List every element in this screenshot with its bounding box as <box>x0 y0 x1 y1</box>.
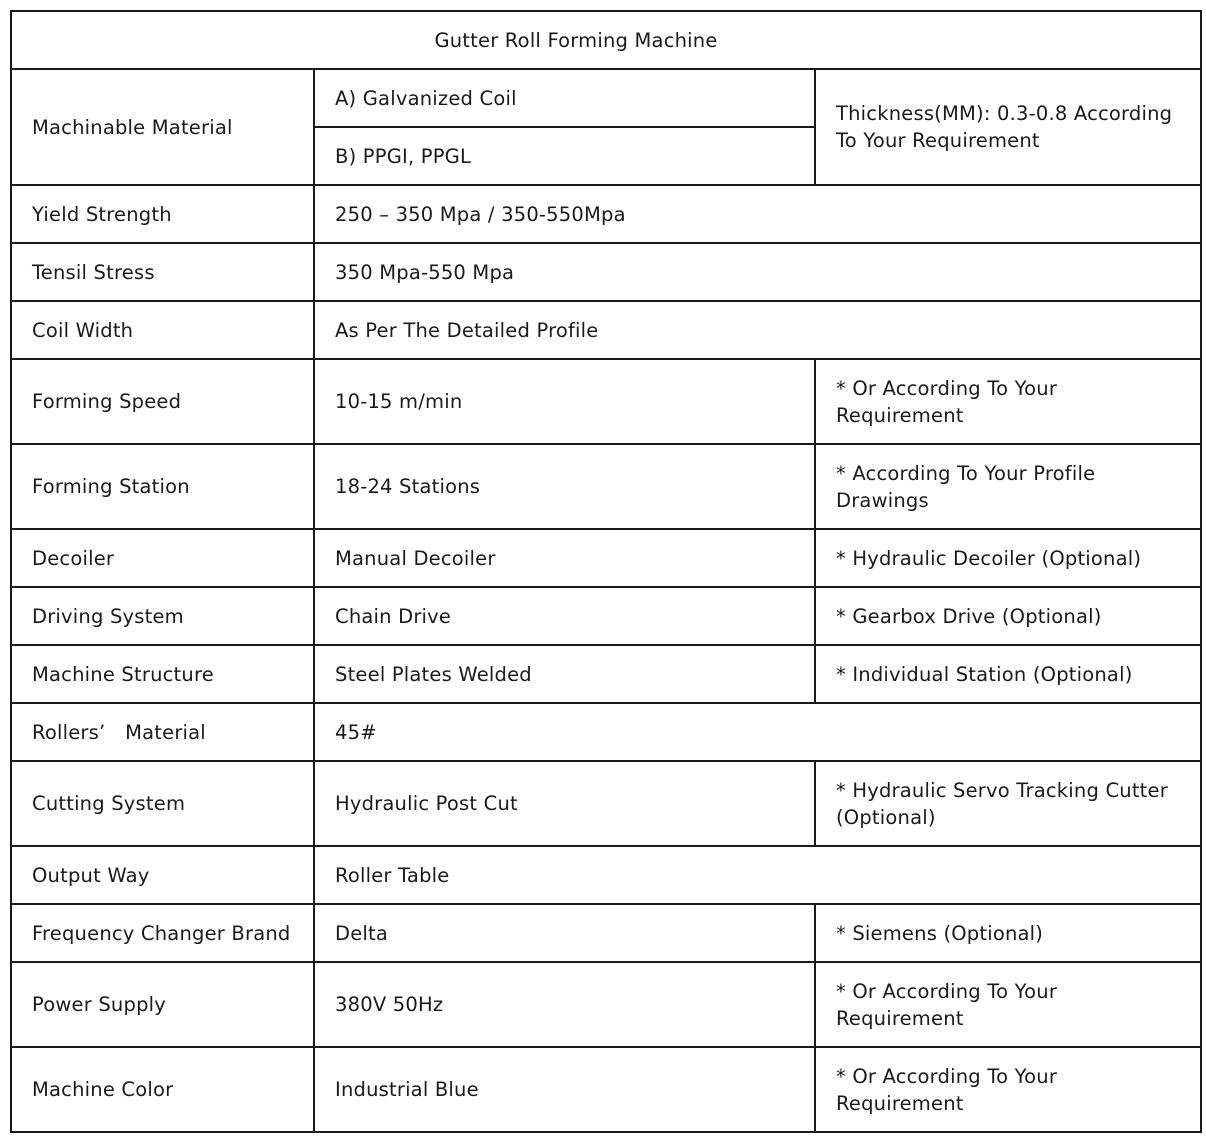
row-value: Industrial Blue <box>314 1047 815 1132</box>
row-label: Machine Structure <box>11 645 314 703</box>
row-label: Tensil Stress <box>11 243 314 301</box>
row-value: 250 – 350 Mpa / 350-550Mpa <box>314 185 1201 243</box>
row-label: Forming Speed <box>11 359 314 444</box>
table-title: Gutter Roll Forming Machine <box>11 11 1201 69</box>
row-label: Cutting System <box>11 761 314 846</box>
row-note: * Hydraulic Decoiler (Optional) <box>815 529 1201 587</box>
row-value: Chain Drive <box>314 587 815 645</box>
row-label: Rollers’ Material <box>11 703 314 761</box>
material-option-a: A) Galvanized Coil <box>314 69 815 127</box>
table-row <box>11 185 1201 243</box>
row-label-machinable-material: Machinable Material <box>11 69 314 185</box>
row-value: Delta <box>314 904 815 962</box>
row-label: Power Supply <box>11 962 314 1047</box>
table-row <box>11 587 1201 645</box>
row-label: Machine Color <box>11 1047 314 1132</box>
table-row <box>11 703 1201 761</box>
row-value: Manual Decoiler <box>314 529 815 587</box>
row-value: Roller Table <box>314 846 1201 904</box>
row-label: Driving System <box>11 587 314 645</box>
table-row <box>11 761 1201 846</box>
row-label: Forming Station <box>11 444 314 529</box>
row-note: * Hydraulic Servo Tracking Cutter (Optional) <box>815 761 1201 846</box>
row-value: 380V 50Hz <box>314 962 815 1047</box>
row-value: 350 Mpa-550 Mpa <box>314 243 1201 301</box>
row-note: * Or According To Your Requirement <box>815 962 1201 1047</box>
table-row <box>11 444 1201 529</box>
table-row <box>11 529 1201 587</box>
row-note: * Individual Station (Optional) <box>815 645 1201 703</box>
table-row <box>11 645 1201 703</box>
row-label: Output Way <box>11 846 314 904</box>
row-note: * Siemens (Optional) <box>815 904 1201 962</box>
table-row-material-a <box>11 69 1201 127</box>
row-value: Steel Plates Welded <box>314 645 815 703</box>
row-value: As Per The Detailed Profile <box>314 301 1201 359</box>
row-label: Decoiler <box>11 529 314 587</box>
title-row <box>11 11 1201 69</box>
table-row <box>11 962 1201 1047</box>
row-value: 10-15 m/min <box>314 359 815 444</box>
table-row <box>11 846 1201 904</box>
row-note: * Or According To Your Requirement <box>815 1047 1201 1132</box>
row-value: 18-24 Stations <box>314 444 815 529</box>
row-note: * According To Your Profile Drawings <box>815 444 1201 529</box>
table-row <box>11 301 1201 359</box>
row-value: Hydraulic Post Cut <box>314 761 815 846</box>
row-value: 45# <box>314 703 1201 761</box>
row-note: * Gearbox Drive (Optional) <box>815 587 1201 645</box>
table-row <box>11 1047 1201 1132</box>
material-option-b: B) PPGI, PPGL <box>314 127 815 185</box>
row-label: Yield Strength <box>11 185 314 243</box>
row-label: Coil Width <box>11 301 314 359</box>
table-row <box>11 904 1201 962</box>
spec-table <box>10 10 1202 1133</box>
table-row <box>11 359 1201 444</box>
table-row <box>11 243 1201 301</box>
material-thickness-note: Thickness(MM): 0.3-0.8 According To Your Requirement <box>815 69 1201 185</box>
row-label: Frequency Changer Brand <box>11 904 314 962</box>
row-note: * Or According To Your Requirement <box>815 359 1201 444</box>
